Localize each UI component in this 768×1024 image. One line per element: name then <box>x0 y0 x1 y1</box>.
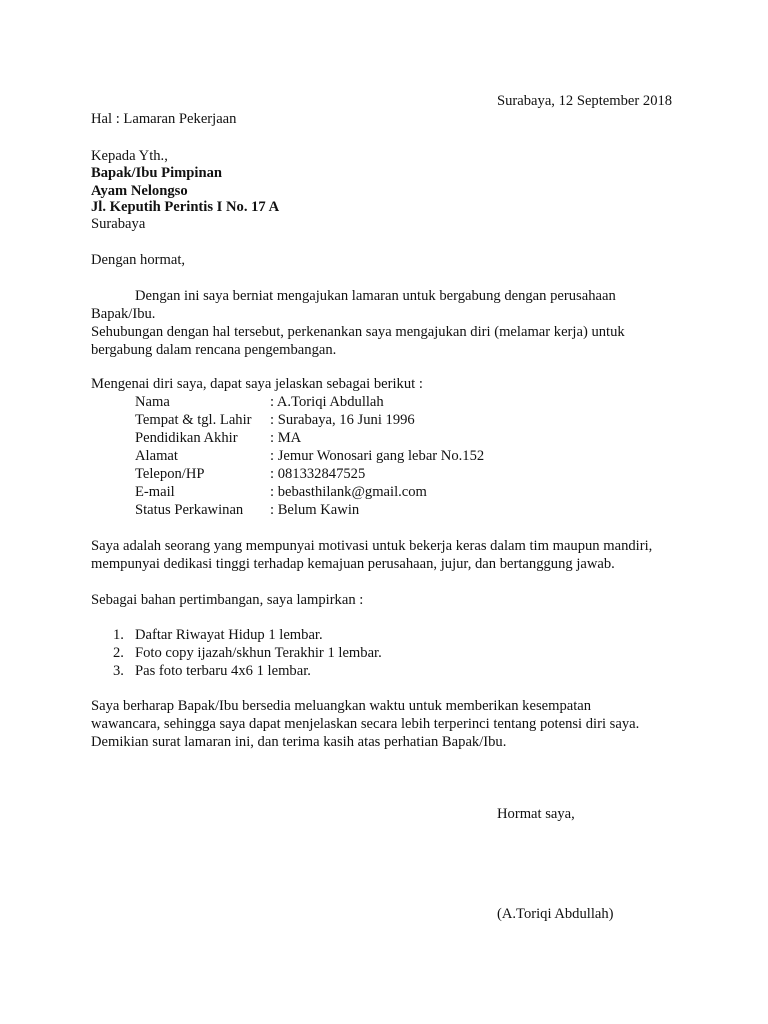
list-text: Daftar Riwayat Hidup 1 lembar. <box>135 627 323 643</box>
list-number: 3. <box>113 663 124 679</box>
list-number: 1. <box>113 627 124 643</box>
detail-label: Nama <box>135 394 170 410</box>
attachments-intro: Sebagai bahan pertimbangan, saya lampirkan : <box>91 592 364 608</box>
intro-paragraph-1: Dengan ini saya berniat mengajukan lamaran untuk bergabung dengan perusahaan Bapak/Ibu. <box>91 288 616 322</box>
detail-value: : Belum Kawin <box>270 502 360 518</box>
detail-label: Pendidikan Akhir <box>135 430 238 446</box>
list-number: 2. <box>113 645 124 661</box>
motivation-paragraph: Saya adalah seorang yang mempunyai motivasi untuk bekerja keras dalam tim maupun mandiri, mempunyai dedikasi tinggi terhadap kemajuan perusahaan, jujur, dan bertanggung jawab. <box>91 538 653 572</box>
detail-label: Alamat <box>135 448 178 464</box>
subject-line: Hal : Lamaran Pekerjaan <box>91 111 237 127</box>
detail-label: E-mail <box>135 484 175 500</box>
signature-name: (A.Toriqi Abdullah) <box>497 906 614 922</box>
detail-value: : bebasthilank@gmail.com <box>270 484 427 500</box>
detail-value: : 081332847525 <box>270 466 366 482</box>
detail-label: Status Perkawinan <box>135 502 244 518</box>
detail-label: Tempat & tgl. Lahir <box>135 412 252 428</box>
detail-label: Telepon/HP <box>135 466 205 482</box>
detail-value: : Surabaya, 16 Juni 1996 <box>270 412 415 428</box>
recipient-salutation: Kepada Yth., <box>91 148 168 164</box>
details-intro: Mengenai diri saya, dapat saya jelaskan sebagai berikut : <box>91 376 423 392</box>
detail-value: : A.Toriqi Abdullah <box>270 394 384 410</box>
closing-thanks: Demikian surat lamaran ini, dan terima kasih atas perhatian Bapak/Ibu. <box>91 734 507 750</box>
signoff: Hormat saya, <box>497 806 575 822</box>
recipient-address: Jl. Keputih Perintis I No. 17 A <box>91 199 280 215</box>
closing-paragraph: Saya berharap Bapak/Ibu bersedia meluangkan waktu untuk memberikan kesempatan wawancara, sehingga saya dapat menjelaskan secara lebih terperinci tentang potensi diri saya. <box>91 698 640 732</box>
detail-value: : MA <box>270 430 302 446</box>
detail-value: : Jemur Wonosari gang lebar No.152 <box>270 448 485 464</box>
list-text: Pas foto terbaru 4x6 1 lembar. <box>135 663 311 679</box>
recipient-title: Bapak/Ibu Pimpinan <box>91 165 223 181</box>
date-line: Surabaya, 12 September 2018 <box>497 93 673 109</box>
list-text: Foto copy ijazah/skhun Terakhir 1 lembar. <box>135 645 382 661</box>
greeting: Dengan hormat, <box>91 252 186 268</box>
recipient-company: Ayam Nelongso <box>91 183 188 199</box>
recipient-city: Surabaya <box>91 216 146 232</box>
intro-paragraph-2: Sehubungan dengan hal tersebut, perkenankan saya mengajukan diri (melamar kerja) untuk bergabung dalam rencana pengembangan. <box>91 324 625 358</box>
